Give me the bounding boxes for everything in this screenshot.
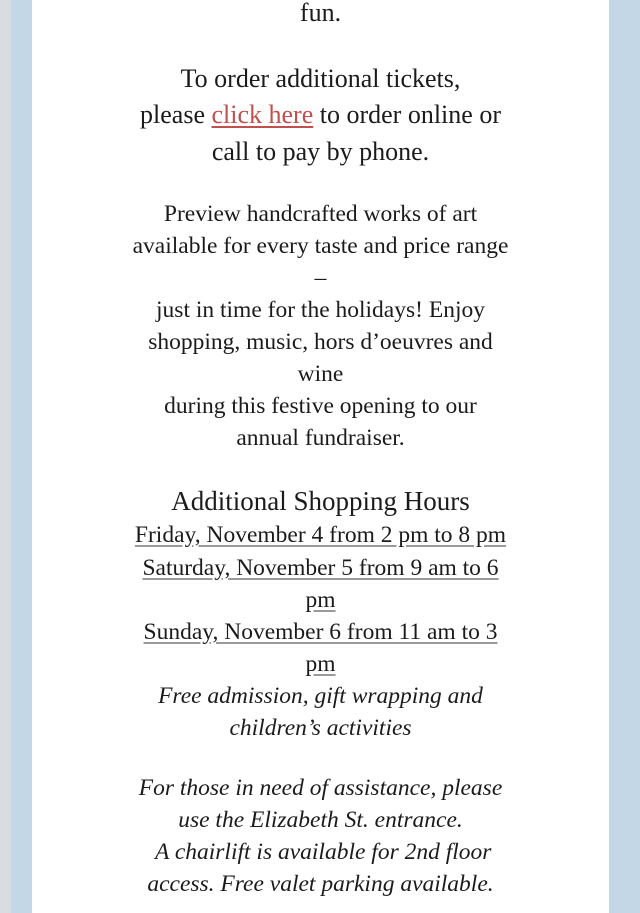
preview-line: – bbox=[314, 265, 327, 291]
preview-line: during this festive opening to our bbox=[164, 393, 477, 419]
order-line-3: call to pay by phone. bbox=[211, 137, 430, 166]
preview-line: Preview handcrafted works of art bbox=[163, 201, 478, 227]
free-admission-note: Free admission, gift wrapping and bbox=[158, 683, 483, 709]
hours-line bbox=[32, 522, 609, 549]
hours-line bbox=[32, 619, 609, 646]
right-border-bar bbox=[609, 0, 640, 913]
order-line-2 bbox=[32, 100, 609, 130]
preview-line: wine bbox=[297, 361, 344, 387]
preview-line: annual fundraiser. bbox=[236, 425, 405, 451]
click-here-link[interactable]: click here bbox=[211, 100, 314, 129]
assistance-line: access. Free valet parking available. bbox=[147, 871, 494, 897]
hours-line bbox=[32, 651, 609, 678]
order-line-2-pre: please bbox=[140, 100, 212, 129]
hours-line bbox=[32, 587, 609, 614]
hours-line-text: Friday, November 4 from 2 pm to 8 pm bbox=[134, 522, 507, 548]
free-admission-note: children’s activities bbox=[229, 715, 412, 741]
order-line-1: To order additional tickets, bbox=[180, 64, 461, 93]
shopping-hours-heading: Additional Shopping Hours bbox=[171, 486, 470, 516]
assistance-line: For those in need of assistance, please bbox=[138, 775, 503, 801]
fun-text: fun. bbox=[299, 0, 342, 27]
hours-line-text: Saturday, November 5 from 9 am to 6 bbox=[142, 555, 499, 581]
assistance-line: use the Elizabeth St. entrance. bbox=[178, 807, 463, 833]
preview-line: shopping, music, hors d’oeuvres and bbox=[148, 329, 493, 355]
email-content bbox=[32, 0, 609, 913]
order-line-2-post: to order online or bbox=[313, 100, 501, 129]
preview-line: available for every taste and price range bbox=[132, 233, 509, 259]
hours-line-text: pm bbox=[305, 587, 336, 613]
assistance-line: A chairlift is available for 2nd floor bbox=[149, 839, 492, 865]
hours-line-text: Sunday, November 6 from 11 am to 3 bbox=[143, 619, 498, 645]
left-border-bar bbox=[11, 0, 32, 913]
preview-line: just in time for the holidays! Enjoy bbox=[156, 297, 485, 323]
hours-line-text: pm bbox=[305, 651, 336, 677]
hours-line bbox=[32, 555, 609, 582]
page-margin-left bbox=[0, 0, 11, 913]
